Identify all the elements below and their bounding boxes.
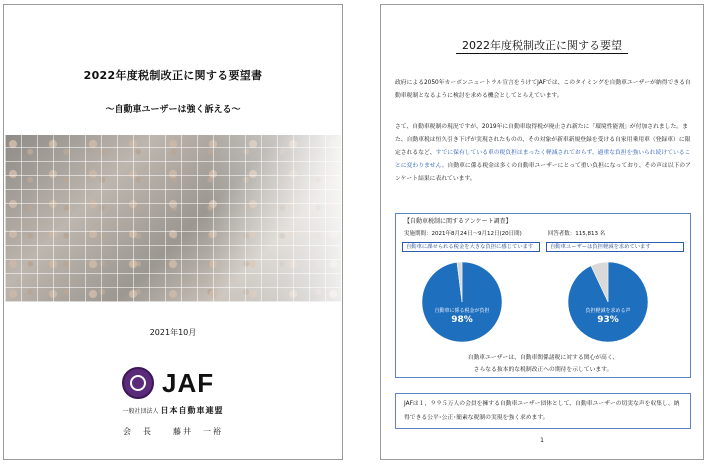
cover-page — [3, 4, 343, 460]
jaf-logo — [122, 367, 232, 401]
signatory: 会 長 藤井 一裕 — [123, 427, 223, 436]
request-title — [381, 37, 703, 53]
intro-paragraph: 政府による2050年カーボンニュートラル宣言をうけてJAFでは、このタイミングを自動車ユーザーが納得できる自動車税制となるように検討を求める機会としてとらえています。 — [395, 80, 691, 99]
pie-chart-relief-demand — [566, 260, 650, 344]
survey-box — [395, 213, 691, 378]
pie-2-percent: 93% — [597, 315, 619, 325]
pie-1-percent: 98% — [451, 315, 473, 325]
org-name: 日本自動車連盟 — [160, 406, 224, 415]
survey-meta — [404, 229, 605, 237]
survey-note — [396, 352, 690, 376]
member-photo-collage — [5, 135, 341, 302]
request-page — [380, 4, 704, 460]
request-title-text: 2022年度税制改正に関する要望 — [456, 39, 628, 54]
closing-statement: JAFは１，９９５万人の会員を擁する自動車ユーザー団体として、自動車ユーザーの切実な声を収集し、納得できる公平･公正･簡素な税制の実現を強く求めます。 — [395, 393, 691, 429]
para2-text-a: さて、自動車税制の現況ですが、2019年に自動車取得税が廃止され新たに「環境性能割」が付加されました。また、自動車税は恒久引き下げが実現されたものの、その対象が新車新規登録を受ける自家用乗用車（登録車）に限定されるなど、 — [395, 124, 691, 156]
survey-note-line-2: さらなる抜本的な税制改正への期待を示しています。 — [473, 367, 613, 373]
survey-note-line-1: 自動車ユーザーは、自動車関係諸税に対する関心が高く、 — [467, 355, 619, 361]
question-2-label: 自動車ユーザーは負担軽減を求めています — [546, 242, 684, 252]
jaf-emblem-icon — [122, 367, 154, 399]
page-number: 1 — [540, 437, 544, 444]
cover-subtitle: 〜自動車ユーザーは強く訴える〜 — [105, 105, 241, 115]
pie-chart-tax-burden — [420, 260, 504, 344]
cover-date: 2021年10月 — [149, 328, 197, 337]
tax-status-paragraph — [395, 121, 691, 186]
organization-name — [4, 405, 342, 416]
pie-1-label: 自動車に係る税金が負担 — [434, 308, 490, 314]
question-1-label: 自動車に課せられる税金を大きな負担に感じています — [402, 242, 540, 252]
cover-title: 2022年度税制改正に関する要望書 — [83, 69, 263, 82]
pie-2-label: 負担軽減を求める声 — [585, 308, 631, 314]
para2-highlight: すでに保有している車の税負担はまったく軽減されておらず、過重な負担を強いられ続けていることに変わりません。 — [395, 150, 691, 169]
survey-period: 実施期間：2021年8月24日〜9月12日(20日間) — [404, 231, 522, 237]
photo-fade-overlay — [5, 135, 341, 302]
para2-text-b: 自動車に係る税金は多くの自動車ユーザーにとって重い負担になっており、その声は以下のアンケート結果に表れています。 — [395, 163, 691, 182]
survey-respondents: 回答者数：115,813 名 — [547, 231, 606, 237]
survey-heading: 【自動車税制に関するアンケート調査】 — [404, 218, 512, 225]
org-prefix: 一般社団法人 — [122, 408, 159, 415]
jaf-logo-text: JAF — [162, 368, 215, 398]
